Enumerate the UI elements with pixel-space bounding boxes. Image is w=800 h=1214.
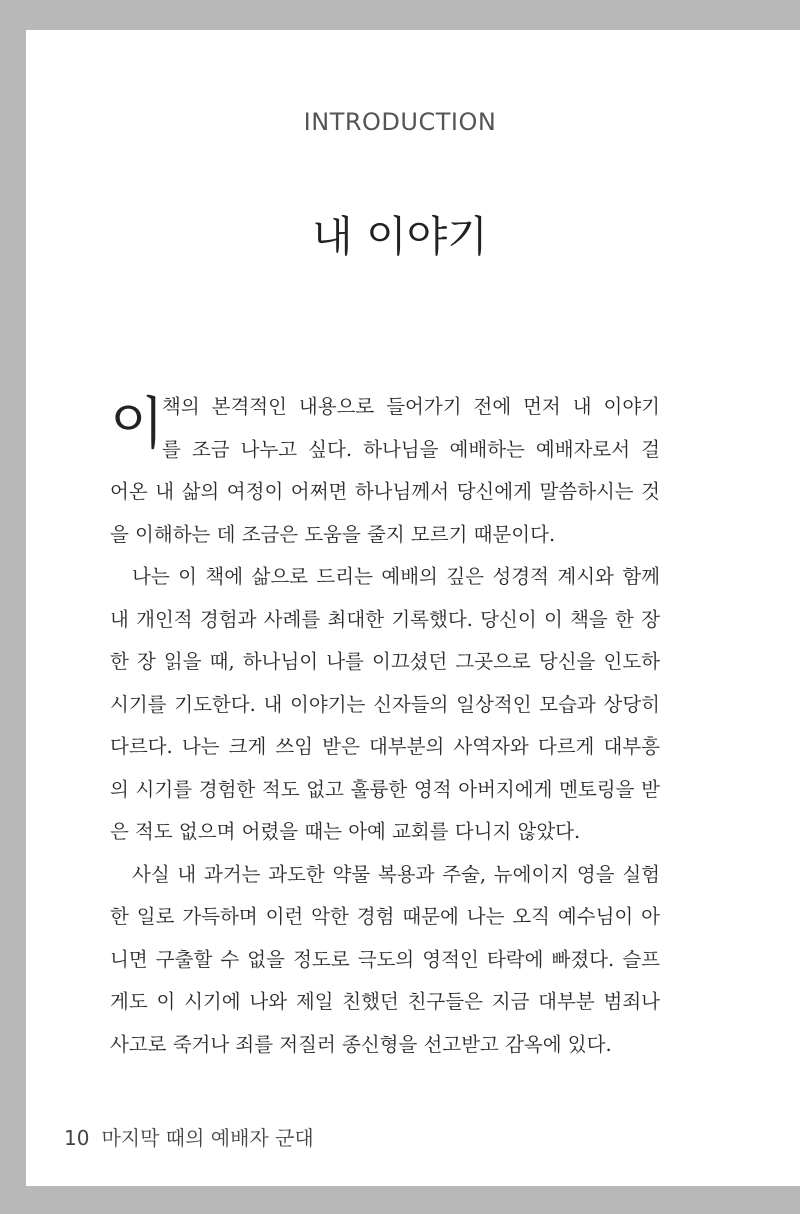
second-paragraph (110, 556, 660, 854)
page-footer (64, 1122, 314, 1151)
text-line: 어온 내 삶의 여정이 어쩌면 하나님께서 당신에게 말씀하시는 것 (110, 480, 660, 503)
page-number: 10 (64, 1126, 90, 1150)
text-line: 시기를 기도한다. 내 이야기는 신자들의 일상적인 모습과 상당히 (110, 692, 660, 716)
third-paragraph (110, 854, 660, 1067)
text-line: 한 장 읽을 때, 하나님이 나를 이끄셨던 그곳으로 당신을 인도하 (110, 650, 660, 673)
text-line: 사고로 죽거나 죄를 저질러 종신형을 선고받고 감옥에 있다. (110, 1032, 612, 1056)
text-line: 게도 이 시기에 나와 제일 친했던 친구들은 지금 대부분 범죄나 (110, 990, 660, 1013)
text-line: 나는 이 책에 삶으로 드리는 예배의 깊은 성경적 계시와 함께 (132, 565, 660, 588)
text-line: 한 일로 가득하며 이런 악한 경험 때문에 나는 오직 예수님이 아 (110, 905, 660, 928)
body-text (110, 386, 660, 1066)
text-line: 를 조금 나누고 싶다. 하나님을 예배하는 예배자로서 걸 (162, 437, 660, 461)
text-line: 내 개인적 경험과 사례를 최대한 기록했다. 당신이 이 책을 한 장 (110, 607, 660, 631)
running-title: 마지막 때의 예배자 군대 (101, 1126, 314, 1150)
text-line: 의 시기를 경험한 적도 없고 훌륭한 영적 아버지에게 멘토링을 받 (110, 777, 660, 801)
left-margin-bar (0, 0, 26, 1214)
text-line: 은 적도 없으며 어렸을 때는 아예 교회를 다니지 않았다. (110, 820, 581, 843)
text-line: 다르다. 나는 크게 쓰임 받은 대부분의 사역자와 다르게 대부흥 (110, 735, 660, 758)
chapter-title: 내 이야기 (312, 212, 488, 262)
first-paragraph (110, 386, 660, 556)
text-line: 사실 내 과거는 과도한 약물 복용과 주술, 뉴에이지 영을 실험 (132, 862, 660, 886)
bottom-margin-bar (0, 1186, 800, 1214)
text-line: 을 이해하는 데 조금은 도움을 줄지 모르기 때문이다. (110, 522, 556, 546)
text-line: 니면 구출할 수 없을 정도로 극도의 영적인 타락에 빠졌다. 슬프 (110, 947, 660, 971)
top-margin-bar (0, 0, 800, 30)
text-line: 책의 본격적인 내용으로 들어가기 전에 먼저 내 이야기 (162, 395, 660, 418)
section-kicker: INTRODUCTION (303, 108, 497, 136)
drop-cap: 이 (110, 392, 165, 457)
